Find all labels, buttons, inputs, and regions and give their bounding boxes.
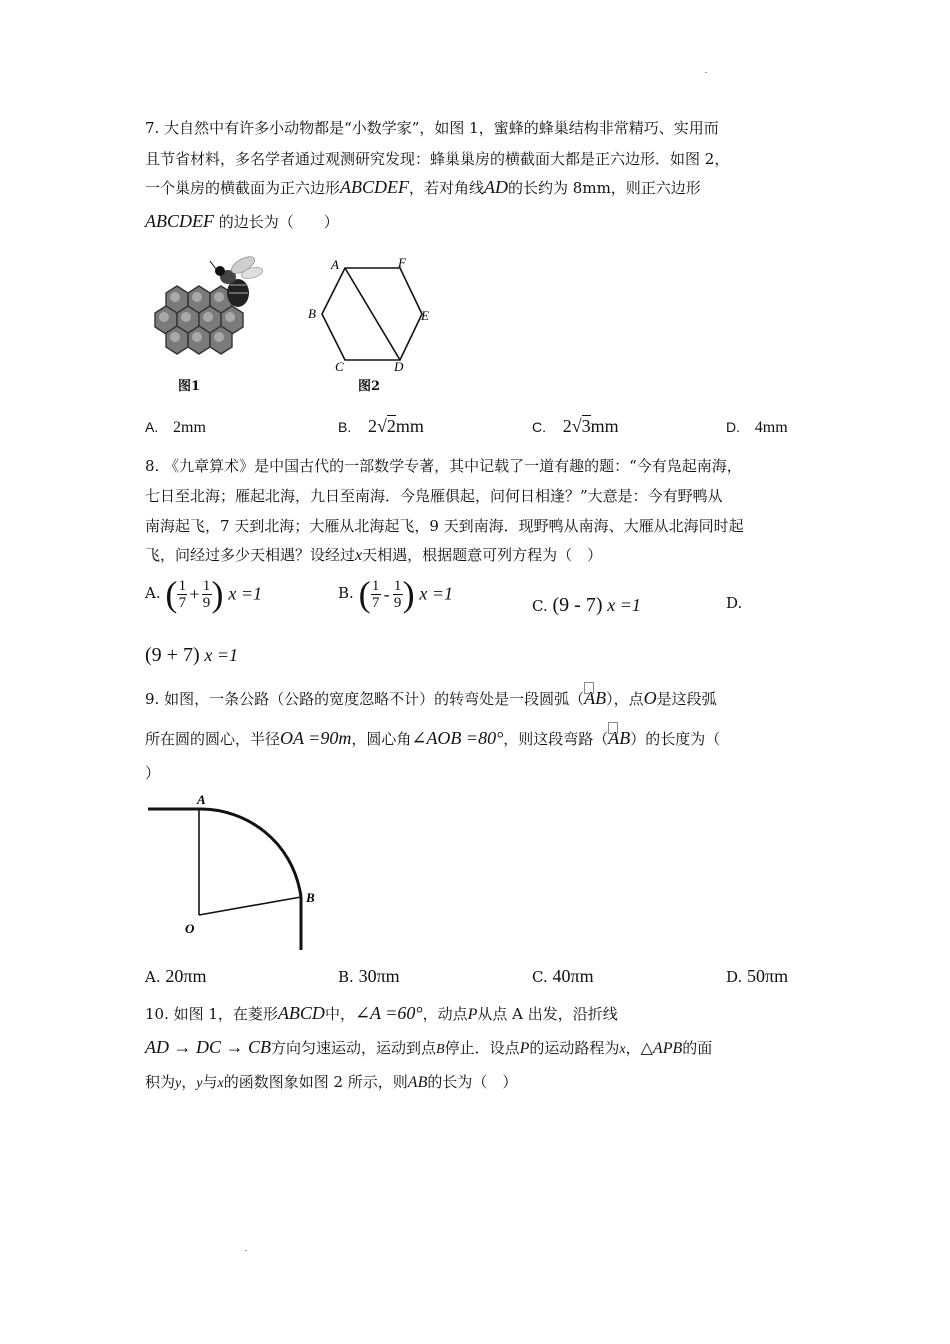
q7-option-d[interactable]: D. 4mm	[726, 419, 788, 436]
q8-line-3: 南海起飞，7 天到北海；大雁从北海起飞，9 天到南海．现野鸭从南海、大雁从北海同时起	[145, 517, 744, 535]
hex-label-e: E	[421, 308, 429, 323]
q7-option-c[interactable]: C. 2√3mm	[532, 416, 619, 436]
q7-line-2: 且节省材料，多名学者通过观测研究发现：蜂巢巢房的横截面大都是正六边形．如图 2，	[145, 150, 730, 168]
sqrt-symbol: √	[571, 416, 582, 436]
q8-option-d-label[interactable]: D.	[726, 594, 743, 612]
arc-label-b: B	[306, 890, 315, 905]
q7-option-b[interactable]: B. 2√2mm	[338, 416, 424, 436]
fraction: $\frac{1}{7}$	[178, 577, 187, 611]
hexagon-figure	[300, 252, 440, 377]
figure-1-caption: 图1	[178, 379, 201, 394]
q8-option-c[interactable]: C. (9 - 7) x =1	[532, 594, 641, 616]
q7-option-a[interactable]: A. 2mm	[145, 419, 206, 436]
q8-option-a[interactable]: A. ( $\frac{1}{7}$ + $\frac{1}{9}$ ) x =1	[145, 574, 262, 614]
hex-label-a: A	[331, 257, 339, 272]
math-radius: OA =90m	[280, 728, 352, 748]
q7-line-1: 7. 大自然中有许多小动物都是“小数学家”，如图 1，蜜蜂的蜂巢结构非常精巧、实用而	[145, 119, 719, 137]
arc-label-o: O	[185, 921, 195, 936]
q8-option-b[interactable]: B. ( $\frac{1}{7}$ - $\frac{1}{9}$ ) x =1	[338, 574, 453, 614]
q9-line-3: ）	[145, 764, 161, 782]
scan-dot	[245, 1250, 247, 1251]
q9-line-2: 所在圆的圆心，半径OA =90m，圆心角∠AOB =80°，则这段弯路（ AB）的长度为（	[145, 728, 720, 749]
fraction: $\frac{1}{7}$	[371, 577, 380, 611]
honeycomb-figure	[148, 255, 268, 370]
q10-line-2: AD → DC → CB方向匀速运动，运动到点B停止．设点P的运动路程为x，△APB的面	[145, 1037, 713, 1057]
math-angle: ∠AOB =80°	[411, 728, 504, 748]
math-angle-a: ∠A =60°	[354, 1003, 423, 1023]
hex-label-c: C	[335, 359, 344, 374]
q10-line-1: 10. 如图 1，在菱形ABCD中，∠A =60°，动点P从点 A 出发，沿折线	[145, 1003, 618, 1023]
hex-label-b: B	[308, 306, 316, 321]
scan-dot	[705, 72, 707, 73]
sqrt-symbol: √	[377, 416, 387, 436]
q9-line-1: 9. 如图，一条公路（公路的宽度忽略不计）的转弯处是一段圆弧（ AB），点O是这段弧	[145, 688, 717, 709]
fraction: $\frac{1}{9}$	[202, 577, 211, 611]
q9-option-d[interactable]: D. 50πm	[726, 966, 789, 986]
math-abcdef: ABCDEF	[340, 177, 410, 197]
q8-line-1: 8. 《九章算术》是中国古代的一部数学专著，其中记载了一道有趣的题：“今有凫起南海，	[145, 457, 742, 475]
q8-line-2: 七日至北海；雁起北海，九日至南海．今凫雁俱起，问何日相逢？”大意是：今有野鸭从	[145, 487, 723, 505]
road-arc-figure	[145, 790, 325, 955]
hex-label-f: F	[398, 255, 406, 270]
q7-line-3: 一个巢房的横截面为正六边形ABCDEF，若对角线AD的长约为 8mm，则正六边形	[145, 177, 701, 197]
arc-notation: AB	[584, 688, 606, 709]
q9-option-b[interactable]: B. 30πm	[338, 966, 400, 986]
q10-line-3: 积为y，y与x的函数图象如图 2 所示，则AB的长为（ ）	[145, 1073, 518, 1091]
q8-option-d[interactable]: (9 + 7) x =1	[145, 644, 239, 666]
math-ad: AD	[484, 177, 509, 197]
q9-option-c[interactable]: C. 40πm	[532, 966, 594, 986]
fraction: $\frac{1}{9}$	[393, 577, 402, 611]
arc-label-a: A	[197, 792, 206, 807]
q8-line-4: 飞，问经过多少天相遇？设经过x天相遇，根据题意可列方程为（ ）	[145, 546, 603, 564]
figure-2-caption: 图2	[358, 379, 381, 394]
math-path: AD → DC → CB	[145, 1037, 271, 1057]
arc-notation: AB	[608, 728, 630, 749]
math-abcdef: ABCDEF	[145, 211, 214, 231]
hex-label-d: D	[394, 359, 404, 374]
q9-option-a[interactable]: A. 20πm	[145, 966, 207, 986]
q7-line-4: ABCDEF 的边长为（ ）	[145, 211, 339, 231]
